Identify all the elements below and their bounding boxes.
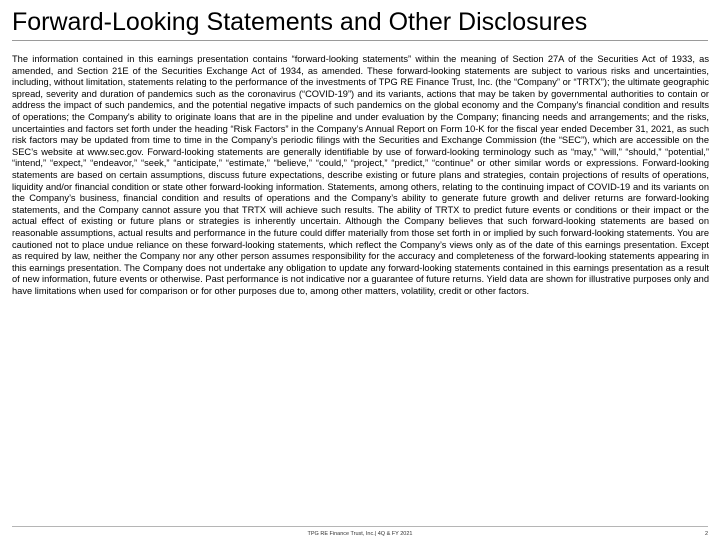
page-number: 2 (704, 531, 708, 537)
disclosure-paragraph: The information contained in this earnings presentation contains “forward-looking statements” within the meaning of Section 27A of the Securities Act of 1933, as amended, and Section 21E of the Securities Exchange Act of 1934, as amended. These forward-looking statements are subject to various risks and uncertainties, including, without limitation, statements relating to the performance of the investments of TPG RE Finance Trust, Inc. (the “Company” or “TRTX”); the ultimate geographic spread, severity and duration of pandemics such as the coronavirus (“COVID-19”) and its variants, actions that may be taken by governmental authorities to contain or address the impact of such pandemics, and the potential negative impacts of such pandemics on the global economy and the Company's financial condition and results of operations; the Company's ability to originate loans that are in the pipeline and under evaluation by the Company; financing needs and arrangements; and the risks, uncertainties and factors set forth under the heading “Risk Factors” in the Company’s Annual Report on Form 10-K for the fiscal year ended December 31, 2021, as such risk factors may be updated from time to time in the Company’s periodic filings with the Securities and Exchange Commission (the “SEC”), which are accessible on the SEC’s website at www.sec.gov. Forward-looking statements are generally identifiable by use of forward-looking terminology such as “may,” “will,” “should,” “potential,” “intend,” “expect,” “endeavor,” “seek,” “anticipate,” “estimate,” “believe,” “could,” “project,” “predict,” “continue” or other similar words or expressions. Forward-looking statements are based on certain assumptions, discuss future expectations, describe existing or future plans and strategies, contain projections of results of operations, liquidity and/or financial condition or state other forward-looking information. Statements, among others, relating to the continuing impact of COVID-19 and its variants on the Company’s business, financial condition and results of operations and the Company’s ability to generate future growth and deliver returns are forward-looking statements, and the Company cannot assure you that TRTX will achieve such results. The ability of TRTX to predict future events or conditions or their impact or the actual effect of existing or future plans or strategies is inherently uncertain. Although the Company believes that such forward-looking statements are based on reasonable assumptions, actual results and performance in the future could differ materially from those set forth in or implied by such forward-looking statements. You are cautioned not to place undue reliance on these forward-looking statements, which reflect the Company’s views only as of the date of this earnings presentation. Except as required by law, neither the Company nor any other person assumes responsibility for the accuracy and completeness of the forward-looking statements appearing in this earnings presentation. The Company does not undertake any obligation to update any forward-looking statements contained in this earnings presentation as a result of new information, future events or otherwise. Past performance is not indicative nor a guarantee of future returns. Yield data are shown for illustrative purposes only and have limitations when used for comparison or for other purposes due to, among other matters, volatility, credit or other factors. (12, 54, 709, 296)
title-divider (12, 40, 708, 41)
slide-title: Forward-Looking Statements and Other Disclosures (12, 8, 588, 36)
footer-divider (12, 526, 708, 527)
footer-text: TPG RE Finance Trust, Inc.| 4Q & FY 2021 (307, 531, 413, 537)
